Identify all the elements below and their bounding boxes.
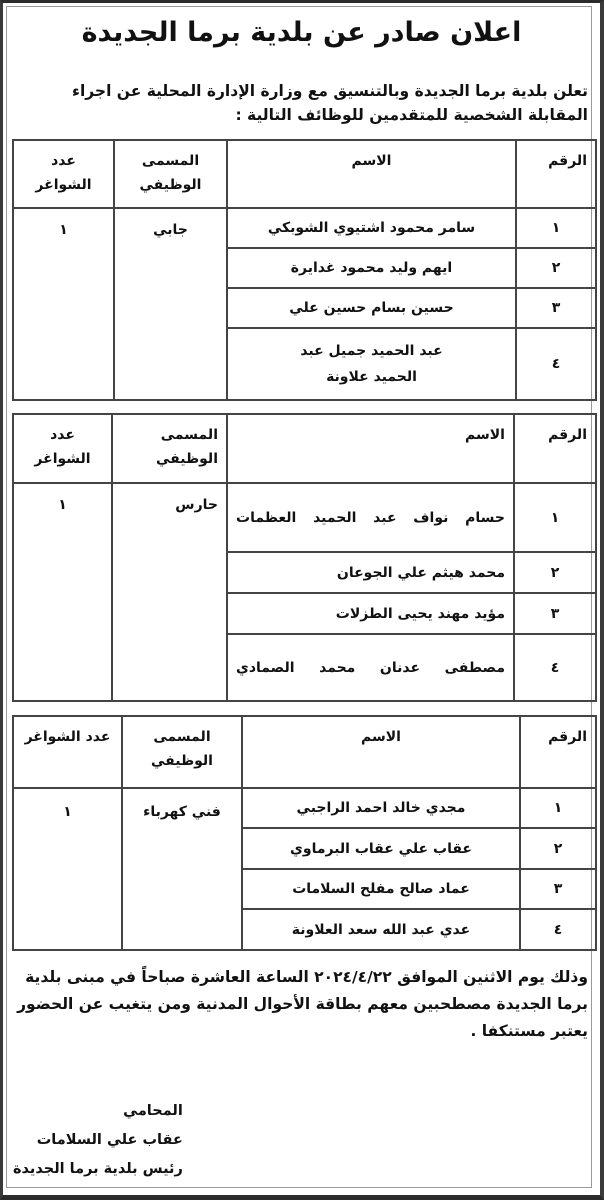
header-vacancies: عدد الشواغر [13,716,122,788]
row-number: ٢ [516,248,596,288]
row-name: عدي عبد الله سعد العلاونة [242,909,520,950]
announcement-intro: تعلن بلدية برما الجديدة وبالتنسيق مع وزارة الإدارة المحلية عن اجراء المقابلة الشخصية للمتقدمين للوظائف التالية : [72,82,588,124]
table-row [13,483,596,552]
header-vacancies: عدد الشواغر [13,140,114,208]
header-number: الرقم [520,716,596,788]
job-title-cell: جابي [114,208,227,400]
table-header-row [13,716,596,788]
row-name: حسام نواف عبد الحميد العظمات [227,483,514,552]
header-job-title: المسمى الوظيفي [114,140,227,208]
row-name: مؤيد مهند يحيى الطزلات [227,593,514,634]
row-name: عماد صالح مفلح السلامات [242,869,520,909]
table-header-row [13,414,596,483]
jobs-table-collector [12,139,597,401]
row-number: ٤ [514,634,596,701]
row-name: محمد هيثم علي الجوعان [227,552,514,593]
row-number: ٢ [520,828,596,869]
signature-position: رئيس بلدية برما الجديدة [13,1161,183,1177]
row-number: ٢ [514,552,596,593]
header-number: الرقم [514,414,596,483]
header-job-title: المسمى الوظيفي [112,414,227,483]
row-number: ٣ [520,869,596,909]
job-title-cell: فني كهرباء [122,788,242,950]
header-job-title: المسمى الوظيفي [122,716,242,788]
header-name: الاسم [242,716,520,788]
header-name: الاسم [227,140,516,208]
row-name: مجدي خالد احمد الراجبي [242,788,520,828]
vacancies-cell: ١ [13,208,114,400]
row-name: مصطفى عدنان محمد الصمادي [227,634,514,701]
row-number: ١ [516,208,596,248]
closing-paragraph: وذلك يوم الاثنين الموافق ٢٠٢٤/٤/٢٢ الساعة العاشرة صباحاً في مبنى بلدية برما الجديدة مصطحبين معهم بطاقة الأحوال المدنية ومن يتغيب عن الحضور يعتبر مستنكفا . [17,968,588,1040]
row-name: حسين بسام حسين علي [227,288,516,328]
row-number: ٣ [516,288,596,328]
vacancies-cell: ١ [13,483,112,701]
row-name: عبد الحميد جميل عبد الحميد علاونة [227,328,516,400]
table-header-row [13,140,596,208]
signature-block [13,1097,183,1184]
vacancies-cell: ١ [13,788,122,950]
row-number: ٤ [520,909,596,950]
row-name: عقاب علي عقاب البرماوي [242,828,520,869]
table-row [13,788,596,828]
header-vacancies: عدد الشواغر [13,414,112,483]
row-number: ٣ [514,593,596,634]
signature-title: المحامي [123,1103,183,1119]
table-row [13,208,596,248]
row-number: ١ [520,788,596,828]
job-title-cell: حارس [112,483,227,701]
row-name: ايهم وليد محمود غدايرة [227,248,516,288]
row-number: ٤ [516,328,596,400]
header-number: الرقم [516,140,596,208]
header-name: الاسم [227,414,514,483]
row-name: سامر محمود اشتيوي الشوبكي [227,208,516,248]
jobs-table-guard [12,413,597,702]
jobs-table-electrician [12,715,597,951]
announcement-title: اعلان صادر عن بلدية برما الجديدة [81,17,522,48]
row-number: ١ [514,483,596,552]
signature-name: عقاب علي السلامات [36,1132,183,1148]
